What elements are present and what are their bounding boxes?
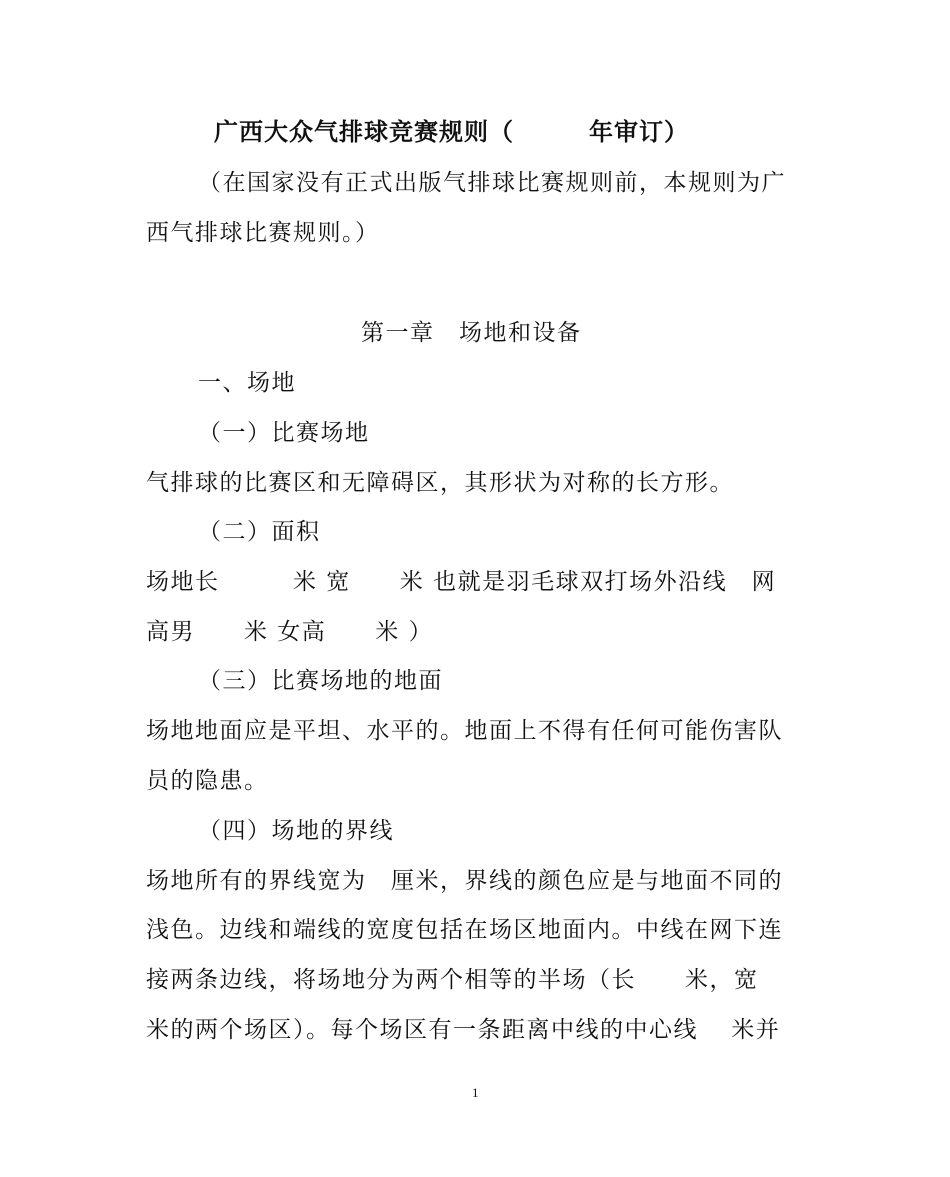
paragraph-competition-area: 气排球的比赛区和无障碍区，其形状为对称的长方形。 — [146, 470, 734, 496]
subsection-heading-area: （二）面积 — [198, 519, 321, 545]
paragraph-area-line-1: 场地长 米 宽 米 也就是羽毛球双打场外沿线 网 — [146, 569, 777, 595]
subsection-heading-boundary-lines: （四）场地的界线 — [198, 818, 394, 844]
paragraph-lines-line-2: 浅色。边线和端线的宽度包括在场区地面内。中线在网下连 — [146, 917, 783, 943]
page-number: 1 — [472, 1085, 479, 1100]
chapter-heading: 第一章 场地和设备 — [361, 320, 582, 346]
document-title: 广西大众气排球竞赛规则（ 年审订） — [214, 118, 689, 146]
paragraph-lines-line-4: 米的两个场区）。每个场区有一条距离中线的中心线 米并 — [146, 1017, 781, 1043]
intro-text-line-2: 西气排球比赛规则。） — [146, 220, 380, 246]
section-heading-venue: 一、场地 — [198, 370, 296, 396]
paragraph-lines-line-3: 接两条边线，将场地分为两个相等的半场（长 米，宽 — [146, 967, 759, 993]
paragraph-lines-line-1: 场地所有的界线宽为 厘米，界线的颜色应是与地面不同的 — [146, 868, 783, 894]
subsection-heading-floor: （三）比赛场地的地面 — [198, 668, 443, 694]
intro-text-line-1: （在国家没有正式出版气排球比赛规则前，本规则为广 — [198, 170, 786, 196]
subsection-heading-competition-area: （一）比赛场地 — [198, 420, 370, 446]
paragraph-floor-line-1: 场地地面应是平坦、水平的。地面上不得有任何可能伤害队 — [146, 718, 783, 744]
paragraph-floor-line-2: 员的隐患。 — [146, 768, 269, 794]
paragraph-area-line-2: 高男 米 女高 米 ） — [146, 619, 434, 645]
